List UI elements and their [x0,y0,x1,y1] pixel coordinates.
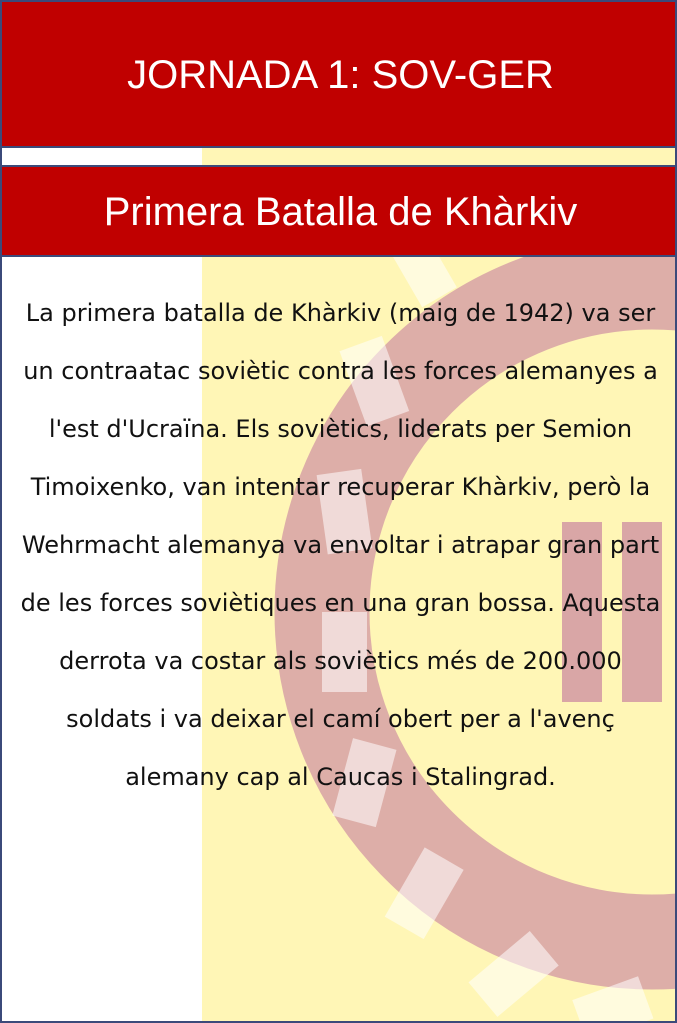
page-title: JORNADA 1: SOV-GER [2,2,677,148]
description-paragraph: La primera batalla de Khàrkiv (maig de 1942) va ser un contraatac soviètic contra les forces alemanyes a l'est d'Ucraïna. Els soviètics, liderats per Semion Timoixenko, van intentar recuperar Khàrkiv, però la Wehrmacht alemanya va envoltar i atrapar gran part de les forces soviètiques en una gran bossa. Aquesta derrota va costar als soviètics més de 200.000 soldats i va deixar el camí obert per a l'avenç alemany cap al Caucas i Stalingrad. [20,299,661,791]
divider-strip [2,148,677,165]
section-subtitle: Primera Batalla de Khàrkiv [2,165,677,257]
